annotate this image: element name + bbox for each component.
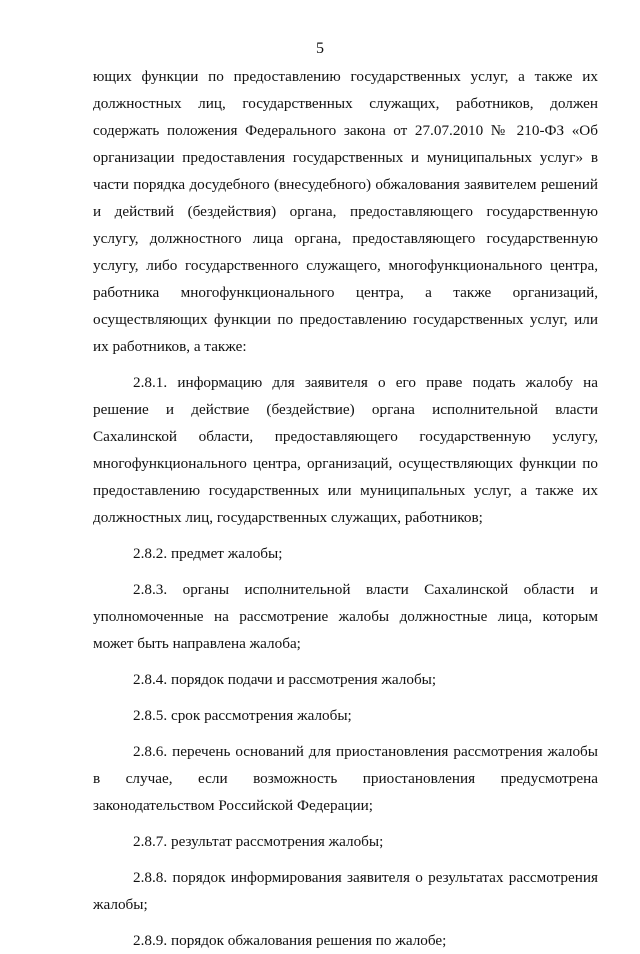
paragraph-2-8-2: 2.8.2. предмет жалобы; (133, 545, 283, 562)
paragraph-2-8-4: 2.8.4. порядок подачи и рассмотрения жалобы; (133, 671, 437, 688)
paragraph-2-8-6: 2.8.6. перечень оснований для приостановления рассмотрения жалобы в случае, если возможность приостановления предусмотрена законодательством Российской Федерации; (93, 743, 598, 814)
document-body (93, 63, 598, 954)
paragraph-2-8-1: 2.8.1. информацию для заявителя о его праве подать жалобу на решение и действие (бездействие) органа исполнительной власти Сахалинской области, предоставляющего государственную услугу, многофункционального центра, организаций, осуществляющих функции по предоставлению государственных или муниципальных услуг, а также их должностных лиц, государственных служащих, работников; (93, 374, 598, 526)
paragraph-2-8-3: 2.8.3. органы исполнительной власти Сахалинской области и уполномоченные на рассмотрение жалобы должностные лица, которым может быть направлена жалоба; (93, 581, 598, 652)
paragraph-2-8-7: 2.8.7. результат рассмотрения жалобы; (133, 833, 384, 850)
page-number: 5 (316, 40, 324, 57)
paragraph-continuation: ющих функции по предоставлению государственных услуг, а также их должностных лиц, государственных служащих, работников, должен содержать положения Федерального закона от 27.07.2010 № 210-ФЗ «Об организации предоставления государственных и муниципальных услуг» в части порядка досудебного (внесудебного) обжалования заявителем решений и действий (бездействия) органа, предоставляющего государственную услугу, должностного лица органа, предоставляющего государственную услугу, либо государственного служащего, многофункционального центра, работника многофункционального центра, а также организаций, осуществляющих функции по предоставлению государственных услуг, или их работников, а также: (93, 68, 598, 355)
paragraph-2-8-9: 2.8.9. порядок обжалования решения по жалобе; (133, 932, 447, 949)
paragraph-2-8-5: 2.8.5. срок рассмотрения жалобы; (133, 707, 352, 724)
paragraph-2-8-8: 2.8.8. порядок информирования заявителя о результатах рассмотрения жалобы; (93, 869, 598, 913)
